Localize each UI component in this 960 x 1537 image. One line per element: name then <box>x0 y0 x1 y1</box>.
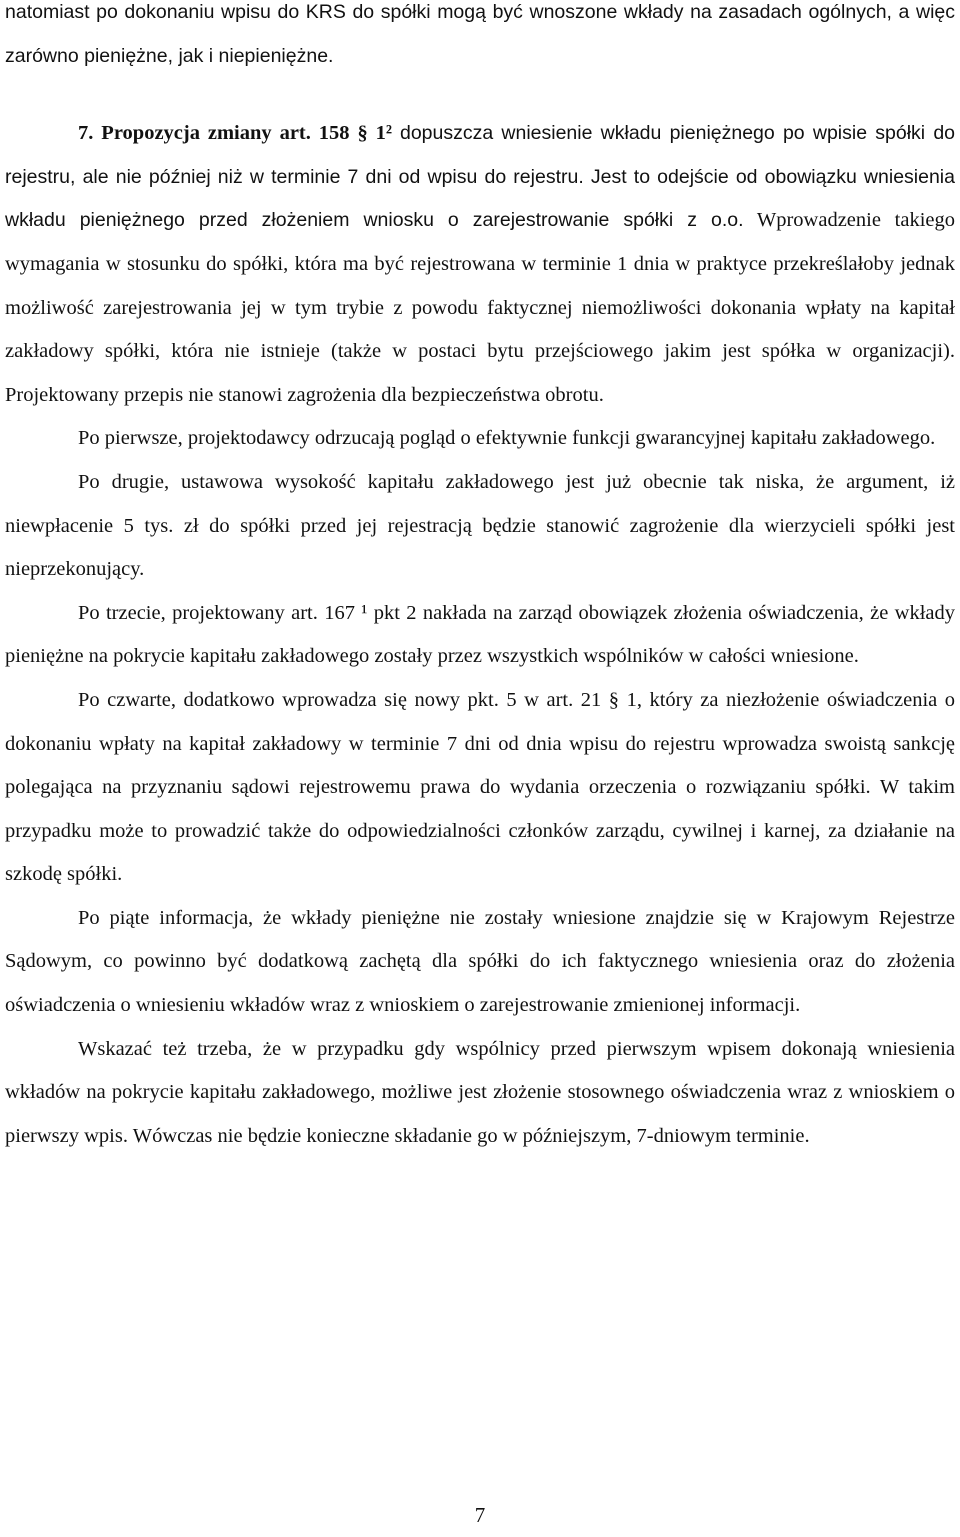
point-7-heading: 7. Propozycja zmiany art. 158 <box>78 122 350 145</box>
paragraph-third-argument: Po trzecie, projektowany art. 167 ¹ pkt 2 nakłada na zarząd obowiązek złożenia oświadczenia, że wkłady pieniężne na pokrycie kapitału zakładowego zostały przez wszystkich wspólników w całości wniesione. <box>5 601 955 668</box>
paragraph-fourth-argument <box>5 679 955 897</box>
section-symbol: § <box>357 122 368 145</box>
paragraph-second-argument: Po drugie, ustawowa wysokość kapitału zakładowego jest już obecnie tak niska, że argument, iż niewpłacenie 5 tys. zł do spółki przed jej rejestracją będzie stanowić zagrożenie dla wierzycieli spółki jest nieprzekonujący. <box>5 470 955 581</box>
paragraph-fifth-argument: Po piąte informacja, że wkłady pieniężne nie zostały wniesione znajdzie się w Krajowym Rejestrze Sądowym, co powinno być dodatkową zachętą dla spółki do ich faktycznego wniesienia oraz do złożenia oświadczenia o wniesieniu wkładów wraz z wnioskiem o zarejestrowanie zmienionej informacji. <box>5 906 955 1017</box>
fourth-argument-rest: 1, który za niezłożenie oświadczenia o dokonaniu wpłaty na kapitał zakładowy w terminie 7 dni od dnia wpisu do rejestru wprowadza swoistą sankcję polegająca na przyznaniu sądowi rejestrowemu prawa do wydania orzeczenia o rozwiązaniu spółki. W takim przypadku może to prowadzić także do odpowiedzialności członków zarządu, cywilnej i karnej, za działanie na szkodę spółki. <box>5 688 956 886</box>
fourth-argument-lead: Po czwarte, dodatkowo wprowadza się nowy pkt. 5 w art. 21 <box>78 688 602 711</box>
superscript-marker: 1² <box>375 122 393 145</box>
section-symbol: § <box>608 688 620 711</box>
document-page <box>5 0 955 1158</box>
paragraph-first-argument: Po pierwsze, projektodawcy odrzucają pogląd o efektywnie funkcji gwarancyjnej kapitału zakładowego. <box>78 427 936 450</box>
paragraph-closing-note: Wskazać też trzeba, że w przypadku gdy wspólnicy przed pierwszym wpisem dokonają wniesienia wkładów na pokrycie kapitału zakładowego, możliwe jest złożenie stosownego oświadczenia wraz z wnioskiem o pierwszy wpis. Wówczas nie będzie konieczne składanie go w późniejszym, 7-dniowym terminie. <box>5 1037 955 1147</box>
paragraph-continuation: natomiast po dokonaniu wpisu do KRS do spółki mogą być wnoszone wkłady na zasadach ogólnych, a więc zarówno pieniężne, jak i niepieniężne. <box>5 1 955 67</box>
point-7-sans-text: dopuszcza wniesienie wkładu pieniężnego po wpisie spółki do rejestru, ale nie później niż w terminie 7 dni od wpisu do rejestru. Jest to odejście od obowiązku wniesienia wkładu pieniężnego przed złożeniem wniosku o zarejestrowanie spółki z o.o. <box>5 122 956 232</box>
paragraph-point-7 <box>5 112 955 417</box>
point-7-serif-text: Wprowadzenie takiego wymagania w stosunku do spółki, która ma być rejestrowana w terminie 1 dnia w praktyce przekreślałoby jednak możliwość zarejestrowania jej w tym trybie z powodu faktycznej niemożliwości dokonania wpłaty na kapitał zakładowy spółki, która nie istnieje (także w postaci bytu przejściowego jakim jest spółka w organizacji). Projektowany przepis nie stanowi zagrożenia dla bezpieczeństwa obrotu. <box>5 209 955 406</box>
page-number: 7 <box>474 1503 486 1527</box>
